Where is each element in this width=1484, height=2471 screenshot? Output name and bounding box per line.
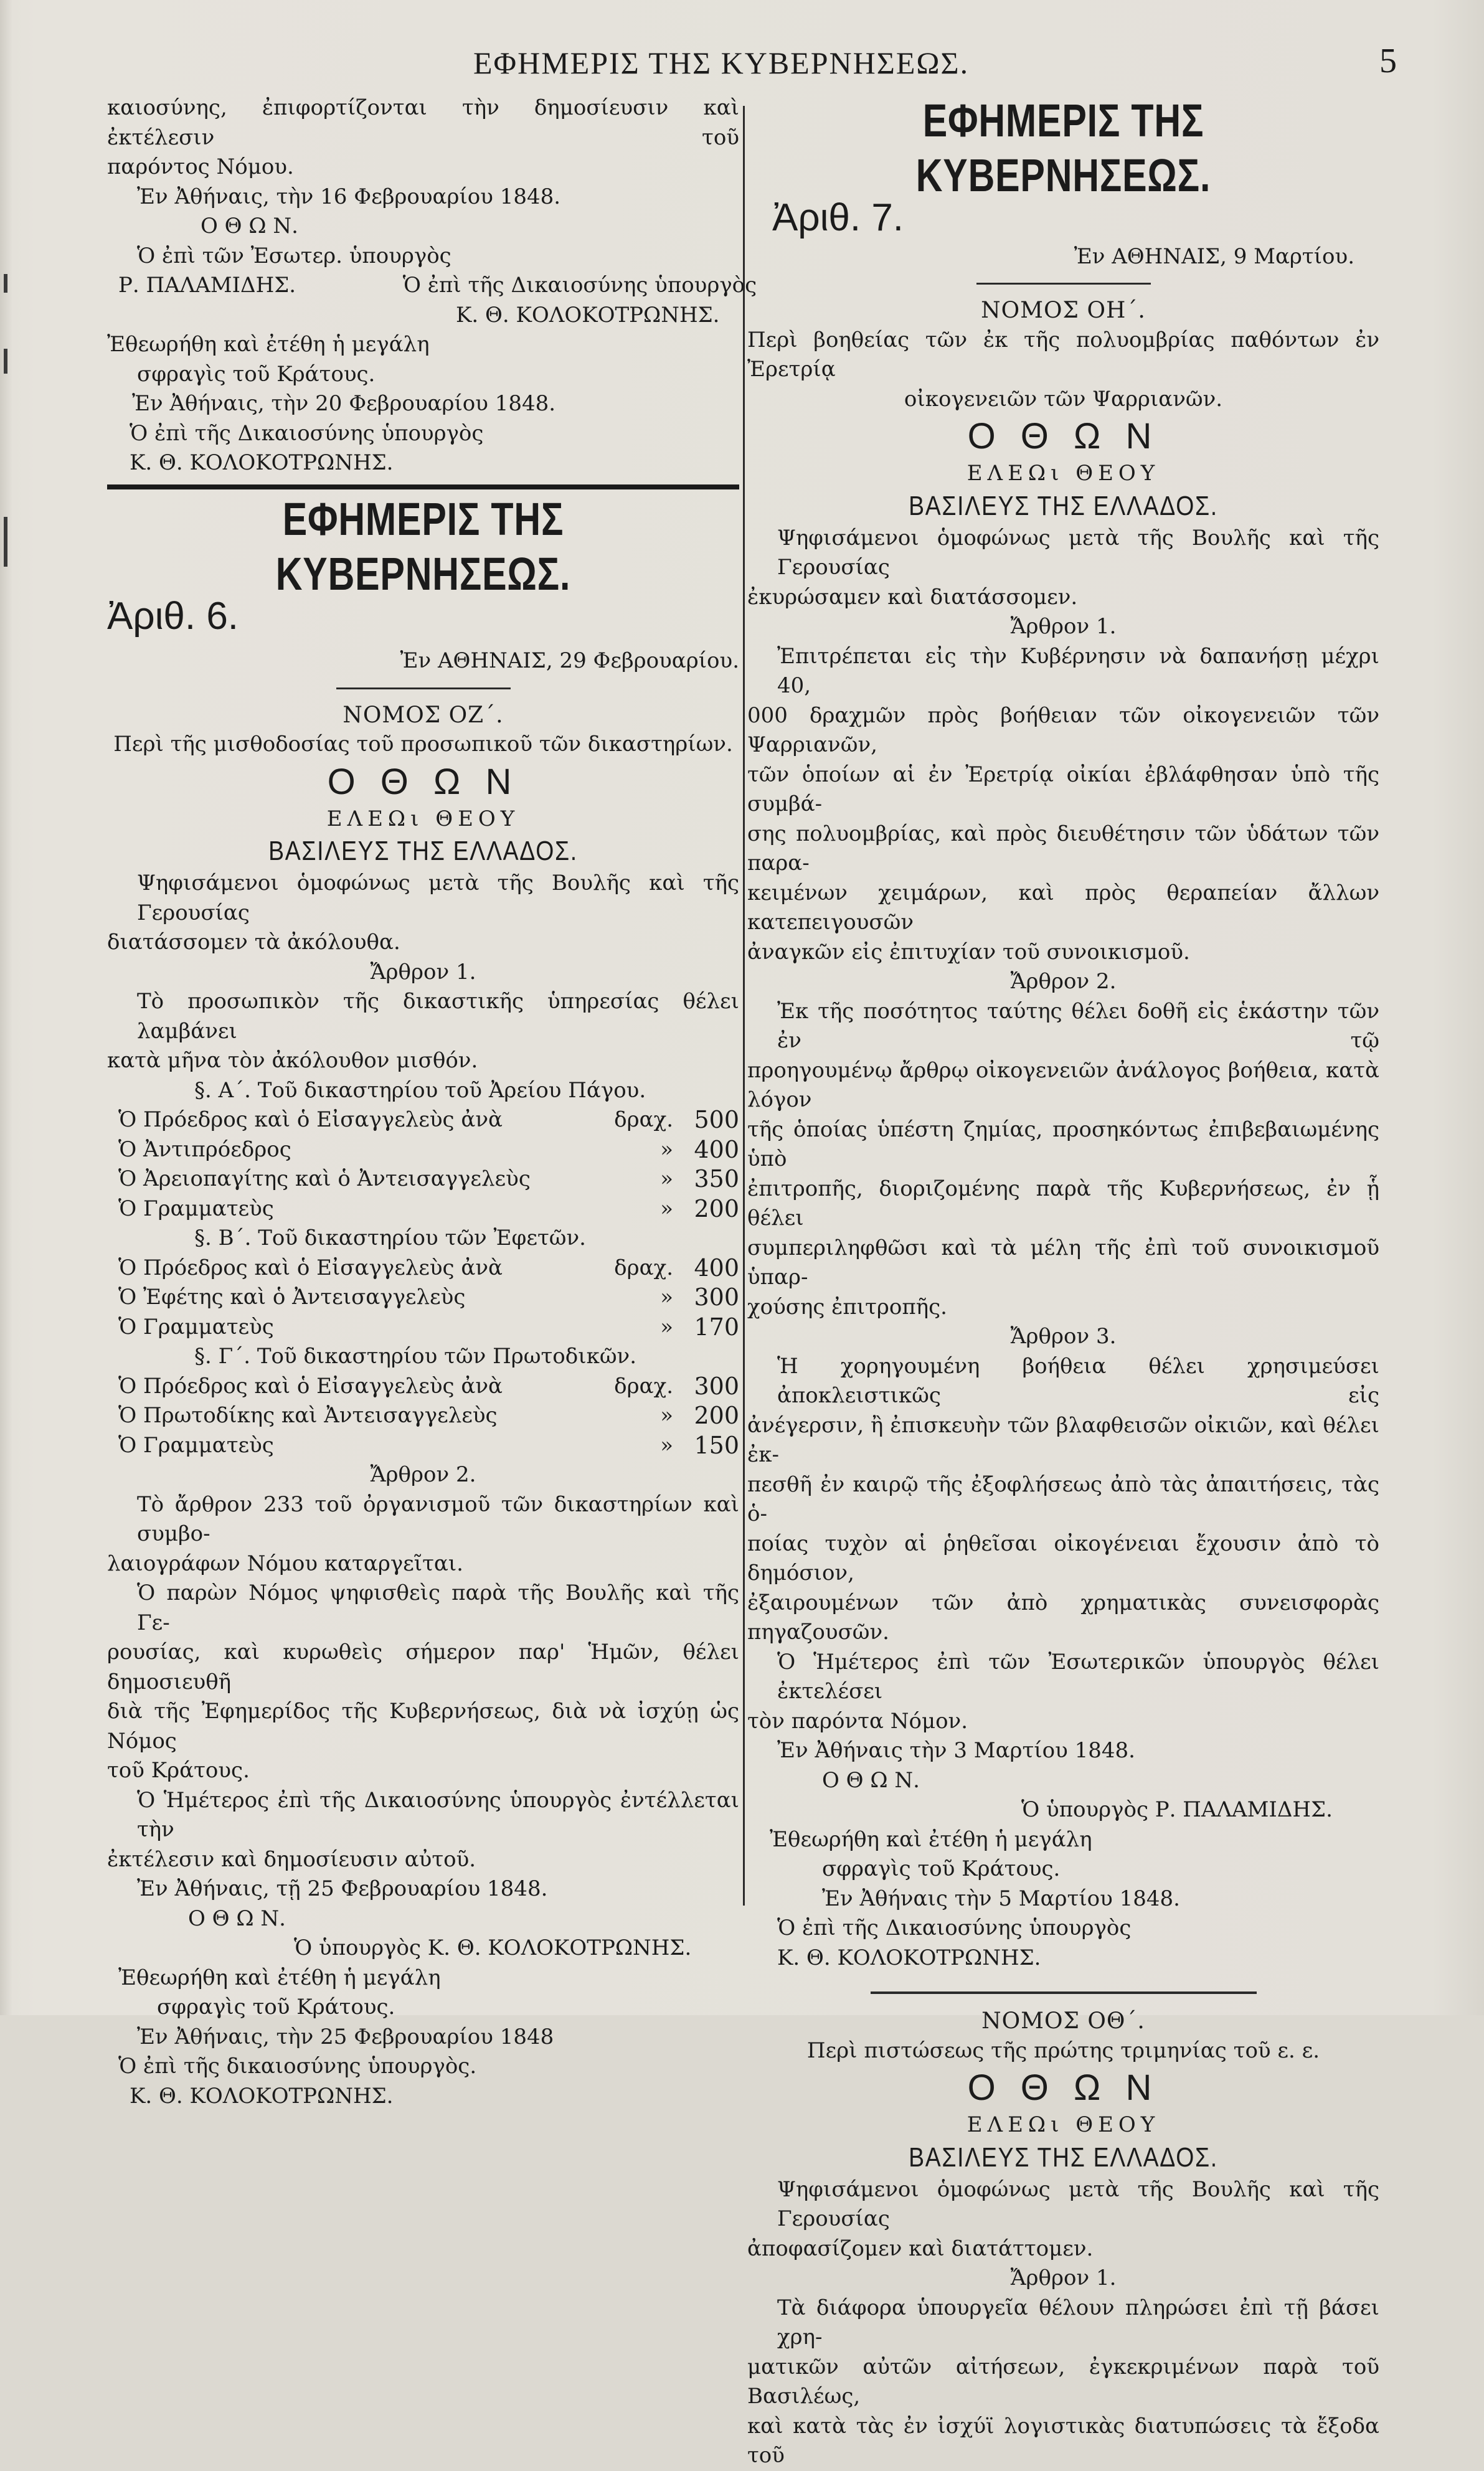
table-row: Ὁ Γραμματεὺς » 170 (118, 1313, 739, 1341)
king-title: ΒΑΣΙΛΕΥΣ ΤΗΣ ΕΛΛΑΔΟΣ. (909, 490, 1218, 521)
date-line: Ἐν Ἀθήναις, τὴν 25 Φεβρουαρίου 1848 (137, 2024, 554, 2049)
article-text: κατὰ μῆνα τὸν ἀκόλουθον μισθόν. (107, 1048, 478, 1073)
preamble: ἐκυρώσαμεν καὶ διατάσσομεν. (747, 584, 1078, 610)
article-text: τὸν παρόντα Νόμον. (747, 1708, 968, 1734)
table-row: Ὁ Πρόεδρος καὶ ὁ Εἰσαγγελεὺς ἀνὰ δραχ. 500 (118, 1106, 739, 1133)
minister-title: Ὁ ἐπὶ τῆς Δικαιοσύνης ὑπουργὸς (402, 273, 757, 298)
salary-table-areios-pagos (107, 1105, 739, 1224)
article-heading: Ἄρθρον 1. (370, 959, 476, 985)
signature-otho: Ο Θ Ω Ν. (822, 1767, 920, 1793)
signature-line (107, 271, 757, 301)
date-line: Ἐν Ἀθήναις, τὴν 20 Φεβρουαρίου 1848. (132, 391, 556, 416)
date-line: Ἐν Ἀθήναις, τὴν 16 Φεβρουαρίου 1848. (137, 184, 561, 209)
king-name: Ο Θ Ω Ν (967, 416, 1160, 456)
section-heading: §. Γ΄. Τοῦ δικαστηρίου τῶν Πρωτοδικῶν. (194, 1344, 637, 1369)
preamble: Ψηφισάμενοι ὁμοφώνως μετὰ τῆς Βουλῆς καὶ τῆς Γερουσίας (777, 525, 1379, 580)
margin-marks (0, 274, 19, 623)
table-row: Ὁ Πρόεδρος καὶ ὁ Εἰσαγγελεὺς ἀνὰ δραχ. 400 (118, 1254, 739, 1282)
date-line: Ἐν Ἀθήναις, τῇ 25 Φεβρουαρίου 1848. (137, 1876, 548, 1901)
issue-header (747, 196, 1379, 272)
issue-date: Ἐν ΑΘΗΝΑΙΣ, 9 Μαρτίου. (1074, 243, 1354, 269)
preamble: Ψηφισάμενοι ὁμοφώνως μετὰ τῆς Βουλῆς καὶ τῆς Γερουσίας (137, 871, 739, 925)
article-text: Τὰ διάφορα ὑπουργεῖα θέλουν πληρώσει ἐπὶ τῇ βάσει χρη- (777, 2295, 1379, 2350)
law-subject: Περὶ τῆς μισθοδοσίας τοῦ προσωπικοῦ τῶν δικαστηρίων. (113, 732, 733, 757)
column-rule (743, 106, 745, 1906)
preamble: Ψηφισάμενοι ὁμοφώνως μετὰ τῆς Βουλῆς καὶ τῆς Γερουσίας (777, 2176, 1379, 2231)
table-row: Ὁ Γραμματεὺς » 150 (118, 1431, 739, 1459)
article-text: διὰ τῆς Ἐφημερίδος τῆς Κυβερνήσεως, διὰ νὰ ἰσχύῃ ὡς Νόμος (107, 1699, 739, 1754)
signature-otho: Ο Θ Ω Ν. (188, 1906, 286, 1931)
signature-otho: Ο Θ Ω Ν. (201, 214, 298, 239)
article-heading: Ἄρθρον 3. (1010, 1324, 1117, 1349)
salary-table-protodikon (107, 1372, 739, 1461)
seal-line: Ἐθεωρήθη καὶ ἐτέθη ἡ μεγάλη (770, 1826, 1092, 1852)
article-text: σης πολυομβρίας, καὶ πρὸς διευθέτησιν τῶν ὑδάτων τῶν παρα- (747, 821, 1379, 876)
article-text: Ὁ παρὼν Νόμος ψηφισθεὶς παρὰ τῆς Βουλῆς καὶ τῆς Γε- (137, 1580, 739, 1635)
text-line: παρόντος Νόμου. (107, 154, 294, 179)
seal-line: σφραγὶς τοῦ Κράτους. (822, 1856, 1061, 1881)
running-head: ΕΦΗΜΕΡΙΣ ΤΗΣ ΚΥΒΕΡΝΗΣΕΩΣ. (473, 45, 970, 80)
divider (976, 283, 1151, 285)
king-title: ΒΑΣΙΛΕΥΣ ΤΗΣ ΕΛΛΑΔΟΣ. (268, 836, 578, 866)
signature-palamidis: Ρ. ΠΑΛΑΜΙΔΗΣ. (118, 273, 296, 298)
seal-line: Ἐθεωρήθη καὶ ἐτέθη ἡ μεγάλη (118, 1965, 441, 1990)
by-grace-of-god: ΕΛΕΩι ΘΕΟΥ (966, 461, 1160, 486)
seal-line: σφραγὶς τοῦ Κράτους. (137, 361, 376, 387)
date-line: Ἐν Ἀθήναις τὴν 3 Μαρτίου 1848. (777, 1738, 1135, 1763)
king-title: ΒΑΣΙΛΕΥΣ ΤΗΣ ΕΛΛΑΔΟΣ. (909, 2142, 1218, 2173)
article-text: 000 δραχμῶν πρὸς βοήθειαν τῶν οἰκογενειῶν τῶν Ψαρριανῶν, (747, 702, 1379, 757)
article-text: ἐκτέλεσιν καὶ δημοσίευσιν αὐτοῦ. (107, 1846, 476, 1872)
signature-kolokotronis: Κ. Θ. ΚΟΛΟΚΟΤΡΩΝΗΣ. (456, 302, 720, 328)
table-row: Ὁ Ἐφέτης καὶ ὁ Ἀντεισαγγελεὺς » 300 (118, 1283, 739, 1311)
article-heading: Ἄρθρον 2. (1010, 969, 1117, 994)
article-text: λαιογράφων Νόμου καταργεῖται. (107, 1551, 463, 1576)
article-text: πεσθῆ ἐν καιρῷ τῆς ἐξοφλήσεως ἀπὸ τὰς ἀπαιτήσεις, τὰς ὁ- (747, 1472, 1379, 1526)
divider (871, 1991, 1257, 1994)
article-text: ρουσίας, καὶ κυρωθεὶς σήμερον παρ' Ἡμῶν, θέλει δημοσιευθῆ (107, 1640, 739, 1694)
minister-title: Ὁ ἐπὶ τῆς Δικαιοσύνης ὑπουργὸς (130, 420, 484, 446)
page-number: 5 (1379, 42, 1397, 80)
issue-number: Ἀριθ. 7. (772, 196, 904, 239)
article-text: καὶ κατὰ τὰς ἐν ἰσχύϊ λογιστικὰς διατυπώσεις τὰ ἔξοδα τοῦ (747, 2413, 1379, 2468)
article-text: χούσης ἐπιτροπῆς. (747, 1294, 947, 1320)
minister-title: Ὁ ἐπὶ τῶν Ἐσωτερ. ὑπουργὸς (137, 243, 451, 268)
table-row: Ὁ Ἀρειοπαγίτης καὶ ὁ Ἀντεισαγγελεὺς » 350 (118, 1165, 739, 1193)
article-text: ἐπιτροπῆς, διοριζομένης παρὰ τῆς Κυβερνήσεως, ἐν ᾗ θέλει (747, 1176, 1379, 1231)
section-rule (107, 484, 739, 489)
minister-title: Ὁ ἐπὶ τῆς δικαιοσύνης ὑπουργὸς. (118, 2054, 477, 2079)
law-number: ΝΟΜΟΣ ΟΖ΄. (343, 702, 504, 728)
preamble: ἀποφασίζομεν καὶ διατάττομεν. (747, 2236, 1094, 2261)
minister-title: Ὁ ἐπὶ τῆς Δικαιοσύνης ὑπουργὸς (777, 1916, 1132, 1940)
text-line: καιοσύνης, ἐπιφορτίζονται τὴν δημοσίευσιν καὶ ἐκτέλεσιν τοῦ (107, 95, 739, 150)
article-text: Ἐκ τῆς ποσότητος ταύτης θέλει δοθῆ εἰς ἑκάστην τῶν ἐν τῷ (777, 998, 1379, 1053)
article-text: τοῦ Κράτους. (107, 1758, 250, 1783)
article-heading: Ἄρθρον 2. (370, 1462, 476, 1487)
article-heading: Ἄρθρον 1. (1010, 2265, 1117, 2290)
article-text: ἀνέγερσιν, ἢ ἐπισκευὴν τῶν βλαφθεισῶν οἰκιῶν, καὶ θέλει ἐκ- (747, 1412, 1379, 1467)
issue-date: Ἐν ΑΘΗΝΑΙΣ, 29 Φεβρουαρίου. (400, 648, 739, 673)
article-text: Ἐπιτρέπεται εἰς τὴν Κυβέρνησιν νὰ δαπανήσῃ μέχρι 40, (777, 643, 1379, 698)
article-text: ἐξαιρουμένων τῶν ἀπὸ χρηματικὰς συνεισφορὰς πηγαζουσῶν. (747, 1590, 1379, 1645)
section-heading: §. Α΄. Τοῦ δικαστηρίου τοῦ Ἀρείου Πάγου. (194, 1077, 646, 1103)
law-number: ΝΟΜΟΣ ΟΗ΄. (981, 298, 1146, 323)
seal-line: Ἐθεωρήθη καὶ ἐτέθη ἡ μεγάλη (107, 332, 430, 357)
article-text: Τὸ ἄρθρον 233 τοῦ ὀργανισμοῦ τῶν δικαστηρίων καὶ συμβο- (137, 1491, 739, 1546)
signature-kolokotronis: Κ. Θ. ΚΟΛΟΚΟΤΡΩΝΗΣ. (130, 2083, 394, 2109)
minister-signature: Ὁ ὑπουργὸς Ρ. ΠΑΛΑΜΙΔΗΣ. (1021, 1797, 1333, 1822)
table-row: Ὁ Πρωτοδίκης καὶ Ἀντεισαγγελεὺς » 200 (118, 1402, 739, 1429)
masthead: ΕΦΗΜΕΡΙΣ ΤΗΣ ΚΥΒΕΡΝΗΣΕΩΣ. (275, 493, 571, 600)
left-column (107, 93, 757, 2111)
king-name: Ο Θ Ω Ν (327, 761, 519, 802)
signature-kolokotronis: Κ. Θ. ΚΟΛΟΚΟΤΡΩΝΗΣ. (777, 1945, 1041, 1970)
by-grace-of-god: ΕΛΕΩι ΘΕΟΥ (326, 806, 520, 831)
article-text: συμπεριληφθῶσι καὶ τὰ μέλη τῆς ἐπὶ τοῦ συνοικισμοῦ ὑπαρ- (747, 1235, 1379, 1290)
article-text: τῆς ὁποίας ὑπέστη ζημίας, προσηκόντως ἐπιβεβαιωμένης ὑπὸ (747, 1117, 1379, 1171)
law-subject: Περὶ πιστώσεως τῆς πρώτης τριμηνίας τοῦ ε. ε. (806, 2038, 1320, 2063)
issue-number: Ἀριθ. 6. (107, 594, 239, 638)
king-name: Ο Θ Ω Ν (967, 2067, 1160, 2108)
article-text: Ἡ χορηγουμένη βοήθεια θέλει χρησιμεύσει ἀποκλειστικῶς εἰς (777, 1353, 1379, 1408)
law-subject: οἰκογενειῶν τῶν Ψαρριανῶν. (904, 386, 1223, 412)
date-line: Ἐν Ἀθήναις τὴν 5 Μαρτίου 1848. (822, 1886, 1180, 1911)
article-text: τῶν ὁποίων αἱ ἐν Ἐρετρίᾳ οἰκίαι ἐβλάφθησαν ὑπὸ τῆς συμβά- (747, 762, 1379, 816)
by-grace-of-god: ΕΛΕΩι ΘΕΟΥ (966, 2112, 1160, 2137)
table-row: Ὁ Πρόεδρος καὶ ὁ Εἰσαγγελεὺς ἀνὰ δραχ. 300 (118, 1372, 739, 1400)
preamble: διατάσσομεν τὰ ἀκόλουθα. (107, 930, 400, 955)
article-text: κειμένων χειμάρων, καὶ πρὸς θεραπείαν ἄλλων κατεπειγουσῶν (747, 880, 1379, 935)
divider (336, 687, 511, 689)
signature-kolokotronis: Κ. Θ. ΚΟΛΟΚΟΤΡΩΝΗΣ. (130, 450, 394, 475)
right-column (747, 93, 1379, 2471)
article-text: ματικῶν αὐτῶν αἰτήσεων, ἐγκεκριμένων παρὰ τοῦ Βασιλέως, (747, 2354, 1379, 2409)
law-subject: Περὶ βοηθείας τῶν ἐκ τῆς πολυομβρίας παθόντων ἐν Ἐρετρίᾳ (747, 327, 1379, 382)
section-heading: §. Β΄. Τοῦ δικαστηρίου τῶν Ἐφετῶν. (194, 1226, 586, 1250)
article-text: Ὁ Ἡμέτερος ἐπὶ τῶν Ἐσωτερικῶν ὑπουργὸς θέλει ἐκτελέσει (777, 1649, 1379, 1704)
masthead: ΕΦΗΜΕΡΙΣ ΤΗΣ ΚΥΒΕΡΝΗΣΕΩΣ. (915, 95, 1211, 201)
salary-table-efeton (107, 1254, 739, 1343)
article-text: Ὁ Ἡμέτερος ἐπὶ τῆς Δικαιοσύνης ὑπουργὸς ἐντέλλεται τὴν (137, 1787, 739, 1842)
article-text: προηγουμένῳ ἄρθρῳ οἰκογενειῶν ἀνάλογος βοήθεια, κατὰ λόγον (747, 1057, 1379, 1112)
article-heading: Ἄρθρον 1. (1010, 614, 1117, 639)
article-text: ἀναγκῶν εἰς ἐπιτυχίαν τοῦ συνοικισμοῦ. (747, 939, 1190, 965)
minister-signature: Ὁ ὑπουργὸς Κ. Θ. ΚΟΛΟΚΟΤΡΩΝΗΣ. (294, 1935, 692, 1960)
law-number: ΝΟΜΟΣ ΟΘ΄. (981, 2008, 1145, 2034)
table-row: Ὁ Γραμματεὺς » 200 (118, 1194, 739, 1222)
issue-header (107, 594, 739, 676)
article-text: Τὸ προσωπικὸν τῆς δικαστικῆς ὑπηρεσίας θέλει λαμβάνει (137, 989, 739, 1044)
article-text: ποίας τυχὸν αἱ ῥηθεῖσαι οἰκογένειαι ἔχουσιν ἀπὸ τὸ δημόσιον, (747, 1531, 1379, 1585)
table-row: Ὁ Ἀντιπρόεδρος » 400 (118, 1135, 739, 1163)
seal-line: σφραγὶς τοῦ Κράτους. (157, 1995, 395, 2020)
